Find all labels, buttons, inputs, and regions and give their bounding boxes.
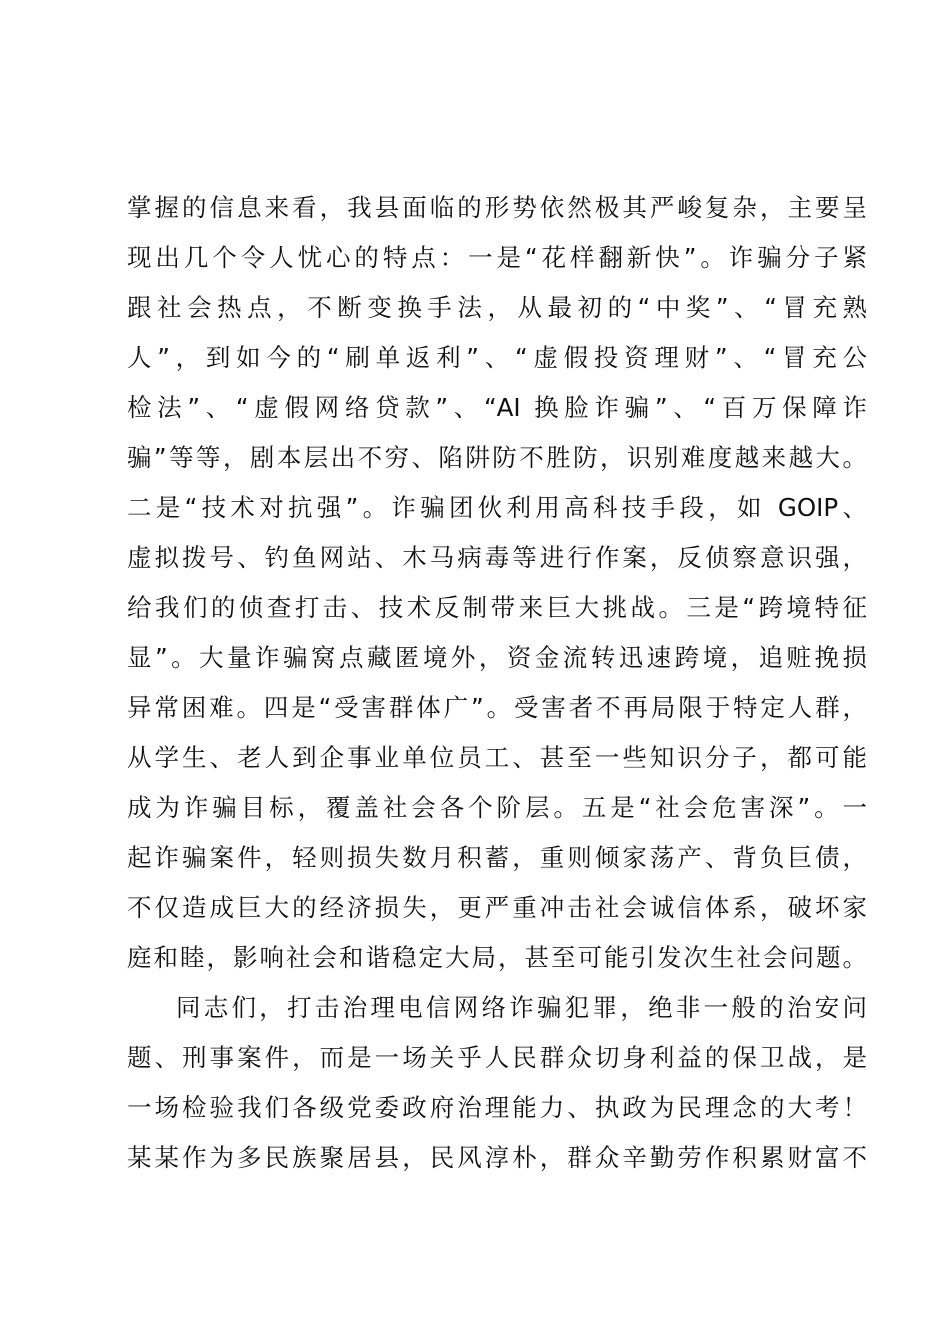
text-line: 不仅造成巨大的经济损失，更严重冲击社会诚信体系，破坏家 <box>127 893 867 922</box>
paragraph <box>127 183 867 983</box>
text-line: 成为诈骗目标，覆盖社会各个阶层。五是“社会危害深”。一 <box>127 793 867 822</box>
text-line: 检法”、“虚假网络贷款”、“AI 换脸诈骗”、“百万保障诈 <box>127 393 867 422</box>
text-line: 二是“技术对抗强”。诈骗团伙利用高科技手段，如 GOIP、 <box>127 493 867 522</box>
paragraph <box>127 983 867 1183</box>
text-line: 一场检验我们各级党委政府治理能力、执政为民理念的大考！ <box>127 1093 867 1122</box>
text-line: 跟社会热点，不断变换手法，从最初的“中奖”、“冒充熟 <box>127 293 867 322</box>
text-line: 庭和睦，影响社会和谐稳定大局，甚至可能引发次生社会问题。 <box>127 943 867 972</box>
text-line: 显”。大量诈骗窝点藏匿境外，资金流转迅速跨境，追赃挽损 <box>127 643 867 672</box>
text-line: 同志们，打击治理电信网络诈骗犯罪，绝非一般的治安问 <box>176 993 867 1022</box>
text-line: 人”，到如今的“刷单返利”、“虚假投资理财”、“冒充公 <box>127 343 867 372</box>
text-line: 题、刑事案件，而是一场关乎人民群众切身利益的保卫战，是 <box>127 1043 867 1072</box>
text-line: 异常困难。四是“受害群体广”。受害者不再局限于特定人群， <box>127 693 867 722</box>
text-line: 虚拟拨号、钓鱼网站、木马病毒等进行作案，反侦察意识强， <box>127 543 867 572</box>
text-line: 现出几个令人忧心的特点：一是“花样翻新快”。诈骗分子紧 <box>127 243 867 272</box>
text-line: 骗”等等，剧本层出不穷、陷阱防不胜防，识别难度越来越大。 <box>127 443 867 472</box>
text-line: 掌握的信息来看，我县面临的形势依然极其严峻复杂，主要呈 <box>127 193 867 222</box>
body-text <box>127 183 867 1183</box>
text-line: 某某作为多民族聚居县，民风淳朴，群众辛勤劳作积累财富不 <box>127 1143 867 1172</box>
text-line: 从学生、老人到企事业单位员工、甚至一些知识分子，都可能 <box>127 743 867 772</box>
text-line: 起诈骗案件，轻则损失数月积蓄，重则倾家荡产、背负巨债， <box>127 843 867 872</box>
text-line: 给我们的侦查打击、技术反制带来巨大挑战。三是“跨境特征 <box>127 593 867 622</box>
